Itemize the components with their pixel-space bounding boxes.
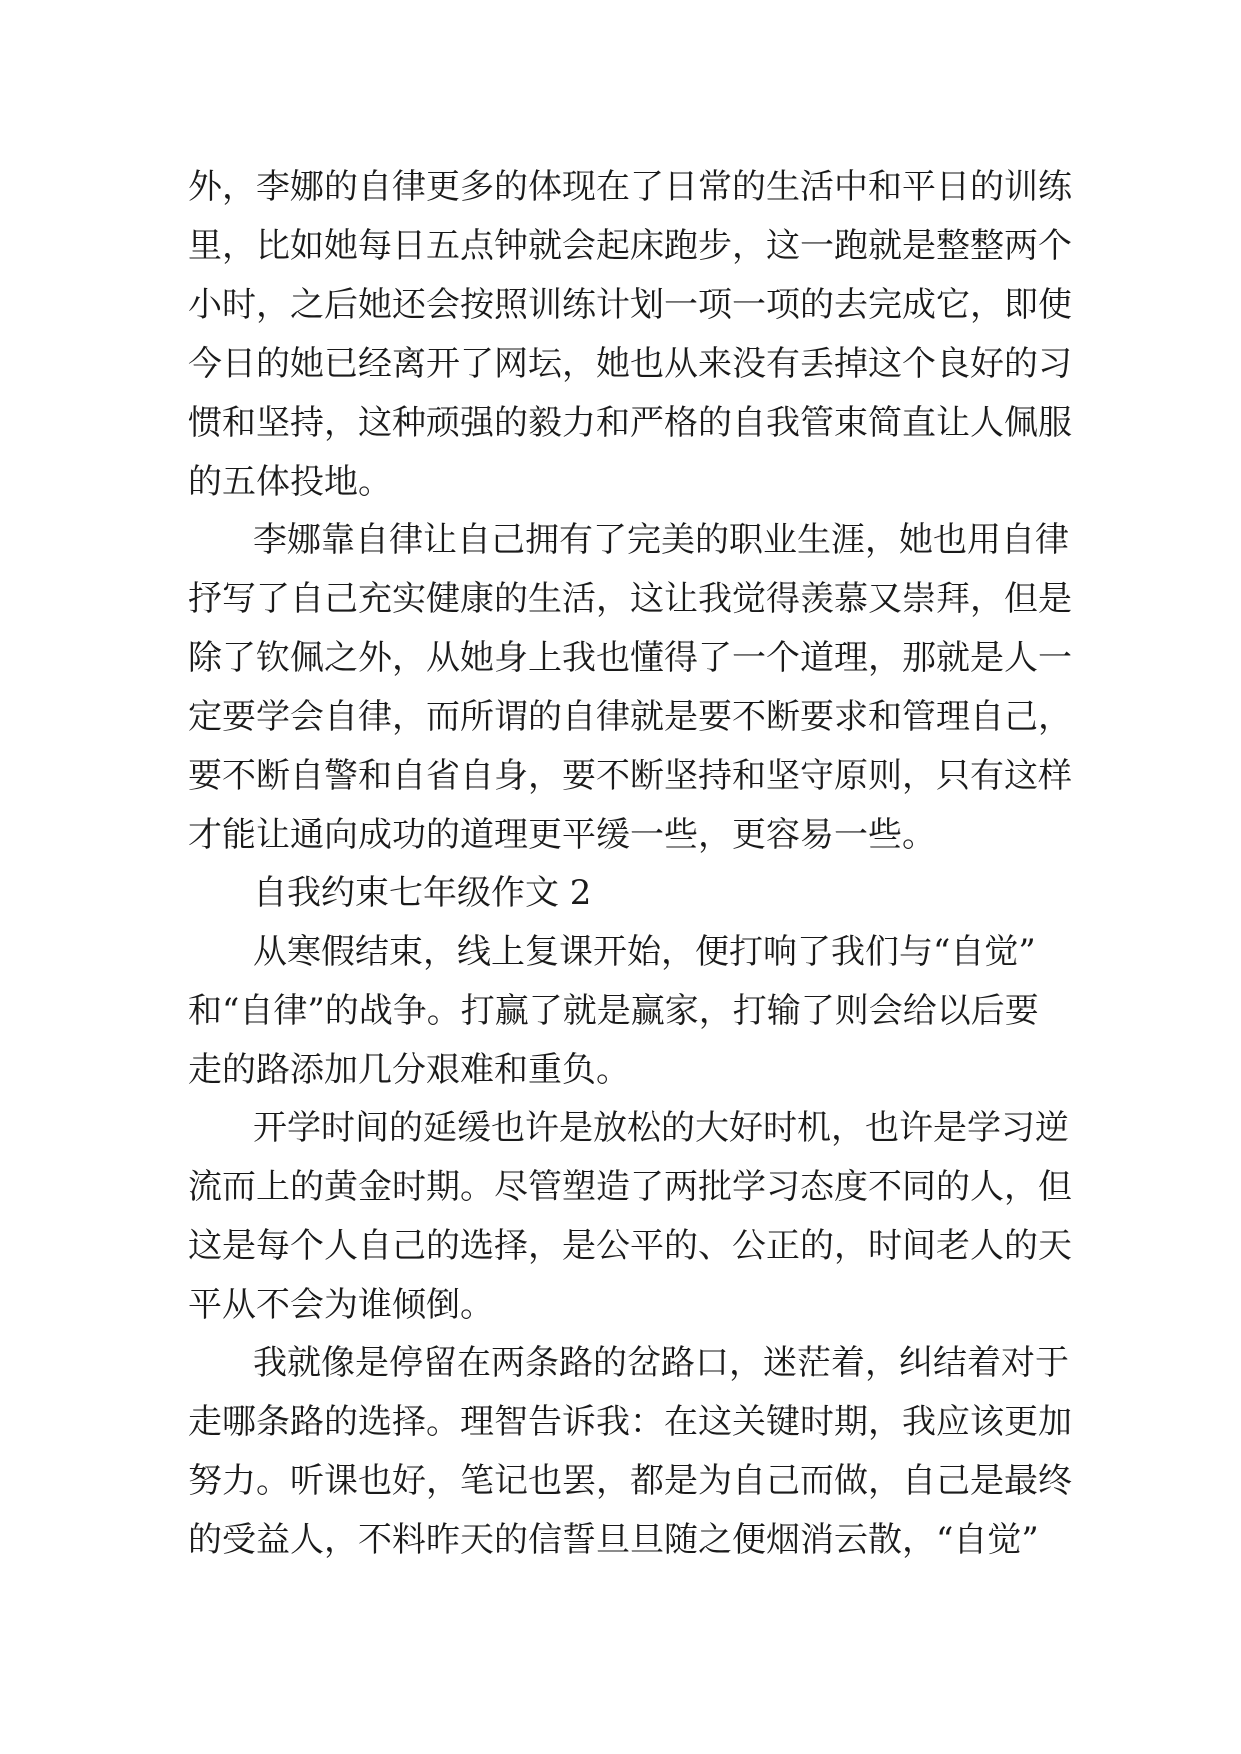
paragraph-first-line: 李娜靠自律让自己拥有了完美的职业生涯，她也用自律: [253, 520, 1069, 560]
text-line: 要不断自警和自省自身，要不断坚持和坚守原则，只有这样: [188, 756, 1072, 796]
paragraph-first-line: 从寒假结束，线上复课开始，便打响了我们与“自觉”: [253, 932, 1036, 972]
text-line: 流而上的黄金时期。尽管塑造了两批学习态度不同的人，但: [188, 1167, 1072, 1207]
text-line: 努力。听课也好，笔记也罢，都是为自己而做，自己是最终: [188, 1461, 1072, 1501]
text-line: 和“自律”的战争。打赢了就是赢家，打输了则会给以后要: [188, 991, 1039, 1031]
text-line: 平从不会为谁倾倒。: [188, 1285, 494, 1325]
text-line: 这是每个人自己的选择，是公平的、公正的，时间老人的天: [188, 1226, 1072, 1266]
text-line: 今日的她已经离开了网坛，她也从来没有丢掉这个良好的习: [188, 344, 1072, 384]
paragraph-first-line: 我就像是停留在两条路的岔路口，迷茫着，纠结着对于: [253, 1343, 1069, 1383]
text-line: 惯和坚持，这种顽强的毅力和严格的自我管束简直让人佩服: [188, 403, 1072, 443]
text-line: 除了钦佩之外，从她身上我也懂得了一个道理，那就是人一: [188, 638, 1072, 678]
text-line: 走哪条路的选择。理智告诉我：在这关键时期，我应该更加: [188, 1402, 1072, 1442]
text-line: 小时，之后她还会按照训练计划一项一项的去完成它，即使: [188, 285, 1072, 325]
section-heading: 自我约束七年级作文 2: [253, 873, 592, 913]
text-line: 才能让通向成功的道理更平缓一些，更容易一些。: [188, 815, 936, 855]
text-line: 的五体投地。: [188, 462, 392, 502]
text-line: 里，比如她每日五点钟就会起床跑步，这一跑就是整整两个: [188, 226, 1072, 266]
text-line: 走的路添加几分艰难和重负。: [188, 1050, 630, 1090]
text-line: 抒写了自己充实健康的生活，这让我觉得羡慕又崇拜，但是: [188, 579, 1072, 619]
text-line: 定要学会自律，而所谓的自律就是要不断要求和管理自己，: [188, 697, 1072, 737]
text-line: 外，李娜的自律更多的体现在了日常的生活中和平日的训练: [188, 167, 1072, 207]
text-line: 的受益人，不料昨天的信誓旦旦随之便烟消云散，“自觉”: [188, 1520, 1039, 1560]
paragraph-first-line: 开学时间的延缓也许是放松的大好时机，也许是学习逆: [253, 1108, 1069, 1148]
